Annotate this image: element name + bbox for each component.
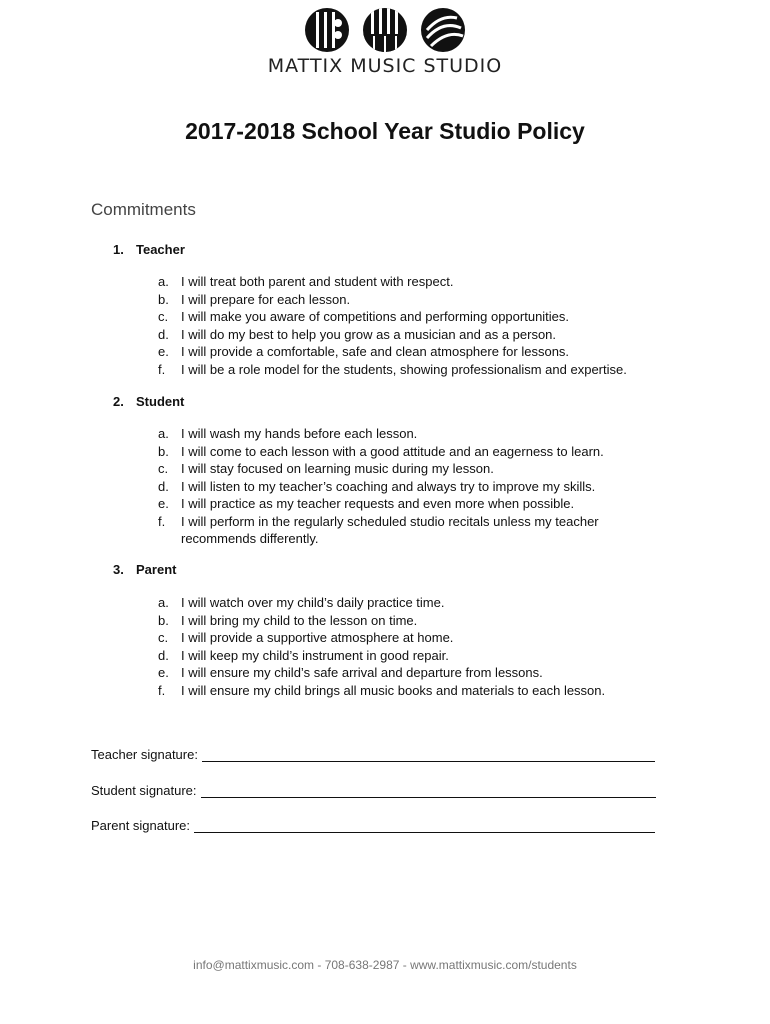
group-heading-student [113,394,184,409]
item-letter: e. [158,665,169,680]
item-text: I will come to each lesson with a good attitude and an eagerness to learn. [181,443,604,459]
item-letter: b. [158,291,169,307]
item-letter: c. [158,461,169,476]
group-label: Parent [136,562,177,577]
group-number: 2. [113,394,124,409]
item-letter: b. [158,443,169,459]
item-letter: f. [158,513,166,529]
list-item [158,629,678,647]
footer-contact: info@mattixmusic.com - 708-638-2987 - www.mattixmusic.com/students [193,958,577,972]
list-item [158,343,678,361]
group-number: 3. [113,562,124,577]
item-text: I will bring my child to the lesson on time. [181,612,418,628]
list-item [158,425,638,443]
group-label: Student [136,394,185,409]
group-number: 1. [113,242,124,257]
item-letter: a. [158,595,169,610]
list-item [158,594,678,612]
item-letter: e. [158,496,169,511]
list-item [158,308,678,326]
commitments-heading: Commitments [91,200,196,219]
student-signature-row [91,783,656,798]
item-text: I will treat both parent and student with respect. [181,274,454,289]
studio-name: MATTIX MUSIC STUDIO [267,55,503,77]
item-text: I will stay focused on learning music during my lesson. [181,461,494,476]
item-letter: e. [158,344,169,359]
teacher-commitments-list [158,273,678,378]
item-letter: d. [158,326,169,342]
teacher-signature-field[interactable] [202,749,655,762]
item-letter: c. [158,630,169,645]
signature-label: Student signature: [91,783,197,798]
teacher-signature-row [91,747,655,762]
item-text: I will prepare for each lesson. [181,291,351,307]
item-text: I will practice as my teacher requests and even more when possible. [181,496,575,511]
list-item [158,647,678,665]
piano-keys-logo-icon [363,8,407,52]
signature-label: Teacher signature: [91,747,198,762]
item-letter: f. [158,361,166,377]
list-item [158,326,678,344]
item-letter: d. [158,647,169,663]
parent-commitments-list [158,594,678,699]
list-item [158,513,638,548]
item-text: I will watch over my child’s daily practice time. [181,595,445,610]
list-item [158,460,638,478]
item-letter: a. [158,426,169,441]
list-item [158,612,678,630]
list-item [158,478,638,496]
parent-signature-field[interactable] [194,820,655,833]
item-text: I will ensure my child brings all music books and materials to each lesson. [181,682,606,698]
studio-logo [0,8,770,77]
item-text: I will provide a supportive atmosphere at home. [181,630,454,645]
item-text: I will make you aware of competitions and performing opportunities. [181,309,570,324]
group-label: Teacher [136,242,185,257]
item-text: I will provide a comfortable, safe and clean atmosphere for lessons. [181,344,570,359]
list-item [158,291,678,309]
item-letter: c. [158,309,169,324]
student-signature-field[interactable] [201,785,656,798]
item-letter: a. [158,274,169,289]
page-title: 2017-2018 School Year Studio Policy [185,118,585,144]
item-text: I will keep my child’s instrument in good repair. [181,647,449,663]
list-item [158,273,678,291]
item-text: I will ensure my child’s safe arrival and departure from lessons. [181,665,543,680]
signature-label: Parent signature: [91,818,191,833]
item-letter: b. [158,612,169,628]
item-text: I will do my best to help you grow as a musician and as a person. [181,326,557,342]
student-commitments-list [158,425,638,548]
violin-logo-icon [305,8,349,52]
item-text: I will be a role model for the students, showing professionalism and expertise. [181,361,627,377]
list-item [158,495,638,513]
item-text: I will perform in the regularly scheduled studio recitals unless my teacher recommends differently. [181,513,599,546]
list-item [158,664,678,682]
drum-logo-icon [421,8,465,52]
parent-signature-row [91,818,655,833]
group-heading-parent [113,562,176,577]
list-item [158,361,678,379]
item-text: I will listen to my teacher’s coaching and always try to improve my skills. [181,478,596,494]
item-letter: d. [158,478,169,494]
group-heading-teacher [113,242,185,257]
list-item [158,682,678,700]
item-text: I will wash my hands before each lesson. [181,426,418,441]
item-letter: f. [158,682,166,698]
list-item [158,443,638,461]
